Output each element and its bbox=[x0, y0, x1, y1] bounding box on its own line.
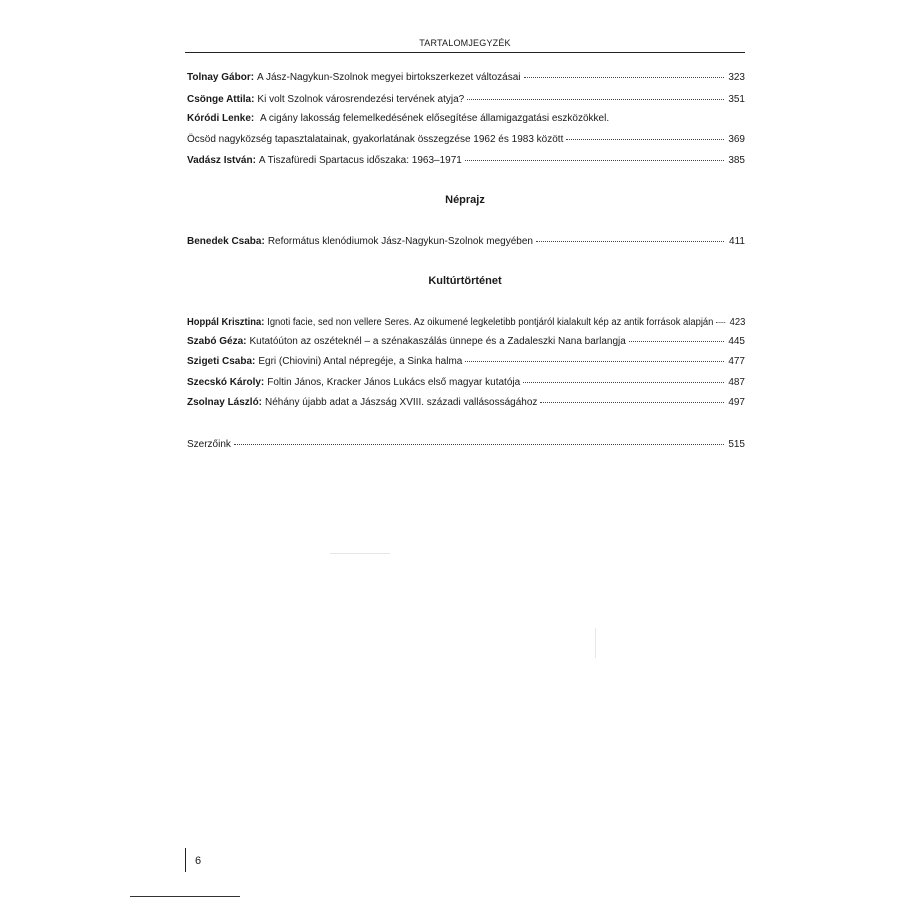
toc-author: Kóródi Lenke: bbox=[187, 113, 255, 124]
toc-author: Szabó Géza: bbox=[187, 336, 247, 347]
toc-title: A Tiszafüredi Spartacus időszaka: 1963–1971 bbox=[258, 155, 462, 166]
toc-title: Foltin János, Kracker János Lukács első magyar kutatója bbox=[267, 377, 521, 388]
toc-page: 411 bbox=[729, 236, 745, 247]
scan-speck bbox=[330, 553, 390, 554]
toc-entry-vadasz[interactable] bbox=[187, 155, 745, 167]
footer-rule bbox=[130, 896, 240, 897]
toc-entry-szigeti[interactable] bbox=[187, 356, 745, 368]
toc-title-continuation: Öcsöd nagyközség tapasztalatainak, gyakorlatának összegzése 1962 és 1983 között bbox=[187, 134, 564, 145]
dot-leader bbox=[629, 341, 724, 342]
dot-leader bbox=[465, 160, 724, 161]
toc-author: Tolnay Gábor: bbox=[187, 72, 255, 83]
toc-page: 477 bbox=[728, 356, 745, 367]
toc-title: A Jász-Nagykun-Szolnok megyei birtokszerkezet változásai bbox=[257, 72, 521, 83]
footer-bar bbox=[185, 848, 186, 872]
toc-author: Zsolnay László: bbox=[187, 397, 263, 408]
toc-page: 423 bbox=[729, 317, 746, 328]
toc-title: Egri (Chiovini) Antal népregéje, a Sinka halma bbox=[258, 356, 463, 367]
scan-speck bbox=[595, 628, 596, 658]
toc-author: Csönge Attila: bbox=[187, 94, 255, 105]
toc-entry-tolnay[interactable] bbox=[187, 72, 745, 84]
toc-author: Vadász István: bbox=[187, 155, 256, 166]
toc-page: 323 bbox=[728, 72, 745, 83]
toc-entry-szerzoink[interactable] bbox=[187, 439, 745, 451]
toc-page: 351 bbox=[728, 94, 745, 105]
section-heading-kulturtortenet: Kultúrtörténet bbox=[428, 275, 502, 287]
toc-page: 369 bbox=[728, 134, 745, 145]
toc-author: Hoppál Krisztina: bbox=[187, 317, 265, 328]
running-header: TARTALOMJEGYZÉK bbox=[419, 38, 511, 48]
dot-leader bbox=[536, 241, 724, 242]
toc-entry-hoppal[interactable] bbox=[187, 317, 745, 329]
dot-leader bbox=[234, 444, 724, 445]
toc-page: 497 bbox=[728, 397, 745, 408]
section-heading-neprajz: Néprajz bbox=[445, 194, 485, 206]
toc-page: 487 bbox=[728, 377, 745, 388]
toc-entry-korodi-continuation[interactable] bbox=[187, 134, 745, 146]
toc-author: Szigeti Csaba: bbox=[187, 356, 256, 367]
toc-entry-zsolnay[interactable] bbox=[187, 397, 745, 409]
toc-title: Ki volt Szolnok városrendezési tervének atyja? bbox=[257, 94, 465, 105]
header-rule bbox=[185, 52, 745, 53]
dot-leader bbox=[467, 99, 724, 100]
dot-leader bbox=[524, 77, 725, 78]
dot-leader bbox=[540, 402, 724, 403]
toc-page: 445 bbox=[728, 336, 745, 347]
toc-page: 385 bbox=[728, 155, 745, 166]
page-number: 6 bbox=[195, 855, 202, 867]
dot-leader bbox=[523, 382, 724, 383]
dot-leader bbox=[716, 322, 725, 323]
toc-author: Benedek Csaba: bbox=[187, 236, 265, 247]
toc-title: Szerzőink bbox=[187, 439, 231, 450]
toc-title: Református klenódiumok Jász-Nagykun-Szolnok megyében bbox=[267, 236, 533, 247]
toc-entry-szecsko[interactable] bbox=[187, 377, 745, 389]
toc-entry-korodi[interactable] bbox=[187, 113, 609, 125]
toc-entry-csonge[interactable] bbox=[187, 94, 745, 106]
dot-leader bbox=[465, 361, 724, 362]
toc-author: Szecskó Károly: bbox=[187, 377, 265, 388]
toc-title: Ignoti facie, sed non vellere Seres. Az oikumené legkeletibb pontjáról kialakult kép az antik források alapján bbox=[267, 317, 714, 328]
toc-title: Kutatóúton az oszéteknél – a szénakaszálás ünnepe és a Zadaleszki Nana barlangja bbox=[249, 336, 626, 347]
toc-entry-szabo[interactable] bbox=[187, 336, 745, 348]
toc-title: Néhány újabb adat a Jászság XVIII. századi vallásosságához bbox=[265, 397, 538, 408]
toc-entry-benedek[interactable] bbox=[187, 236, 745, 248]
dot-leader bbox=[566, 139, 724, 140]
toc-page: 515 bbox=[728, 439, 745, 450]
toc-title: A cigány lakosság felemelkedésének elősegítése államigazgatási eszközökkel. bbox=[260, 113, 610, 124]
